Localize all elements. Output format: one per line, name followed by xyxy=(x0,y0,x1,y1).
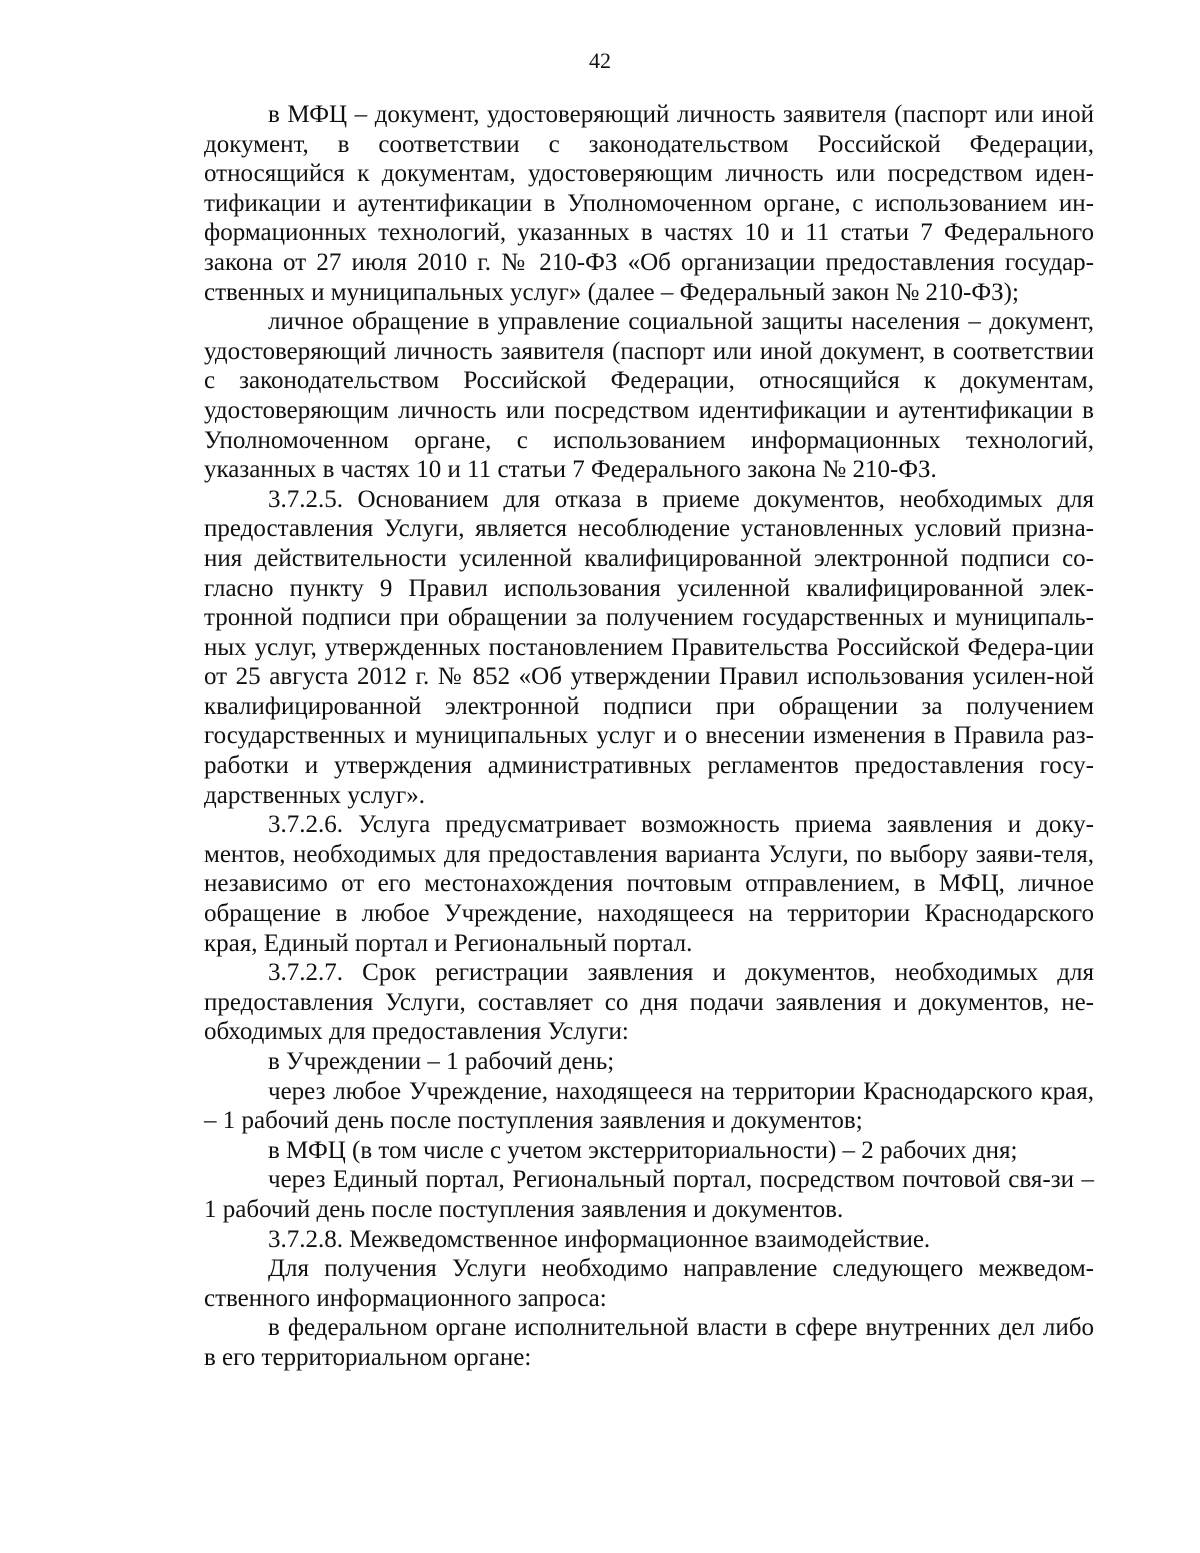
paragraph-federal-authority: в федеральном органе исполнительной власти в сфере внутренних дел либо в его территориальном органе: xyxy=(204,1314,1094,1371)
paragraph-3-7-2-8: 3.7.2.8. Межведомственное информационное взаимодействие. xyxy=(268,1225,931,1253)
paragraph-mfc-document: в МФЦ – документ, удостоверяющий личность заявителя (паспорт или иной документ, в соответствии с законодательством Российской Федерации, относящийся к документам, удостоверяющим личность или посредством иден-тификации и аутентификации в Уполномоченном органе, с использованием ин-формационных технологий, указанных в частях 10 и 11 статьи 7 Федерального закона от 27 июля 2010 г. № 210-ФЗ «Об организации предоставления государ-ственных и муниципальных услуг» (далее – Федеральный закон № 210-ФЗ); xyxy=(204,101,1094,306)
paragraph-3-7-2-6: 3.7.2.6. Услуга предусматривает возможность приема заявления и доку-ментов, необходимых для предоставления варианта Услуги, по выбору заяви-теля, независимо от его местонахождения почтовым отправлением, в МФЦ, личное обращение в любое Учреждение, находящееся на территории Краснодарского края, Единый портал и Региональный портал. xyxy=(204,811,1094,957)
paragraph-3-7-2-7: 3.7.2.7. Срок регистрации заявления и документов, необходимых для предоставления Услуги, составляет со дня подачи заявления и документов, не-обходимых для предоставления Услуги: xyxy=(204,959,1094,1046)
page-number: 42 xyxy=(589,48,611,73)
document-body xyxy=(204,100,1094,1373)
paragraph-portal-mail: через Единый портал, Региональный портал, посредством почтовой свя-зи – 1 рабочий день после поступления заявления и документов. xyxy=(204,1166,1094,1223)
paragraph-personal-visit: личное обращение в управление социальной защиты населения – документ, удостоверяющий личность заявителя (паспорт или иной документ, в соответствии с законодательством Российской Федерации, относящийся к документам, удостоверяющим личность или посредством идентификации и аутентификации в Уполномоченном органе, с использованием информационных технологий, указанных в частях 10 и 11 статьи 7 Федерального закона № 210-ФЗ. xyxy=(204,308,1094,484)
paragraph-3-7-2-5: 3.7.2.5. Основанием для отказа в приеме документов, необходимых для предоставления Услуги, является несоблюдение установленных условий призна-ния действительности усиленной квалифицированной электронной подписи со-гласно пункту 9 Правил использования усиленной квалифицированной элек-тронной подписи при обращении за получением государственных и муниципаль-ных услуг, утвержденных постановлением Правительства Российской Федера-ции от 25 августа 2012 г. № 852 «Об утверждении Правил использования усилен-ной квалифицированной электронной подписи при обращении за получением государственных и муниципальных услуг и о внесении изменения в Правила раз-работки и утверждения административных регламентов предоставления госу-дарственных услуг». xyxy=(204,485,1094,809)
paragraph-interagency-request: Для получения Услуги необходимо направление следующего межведом-ственного информационного запроса: xyxy=(204,1255,1094,1312)
paragraph-in-mfc: в МФЦ (в том числе с учетом экстерриториальности) – 2 рабочих дня; xyxy=(268,1136,1018,1164)
paragraph-in-institution: в Учреждении – 1 рабочий день; xyxy=(268,1048,615,1075)
paragraph-any-institution: через любое Учреждение, находящееся на территории Краснодарского края, – 1 рабочий день после поступления заявления и документов; xyxy=(204,1077,1094,1135)
